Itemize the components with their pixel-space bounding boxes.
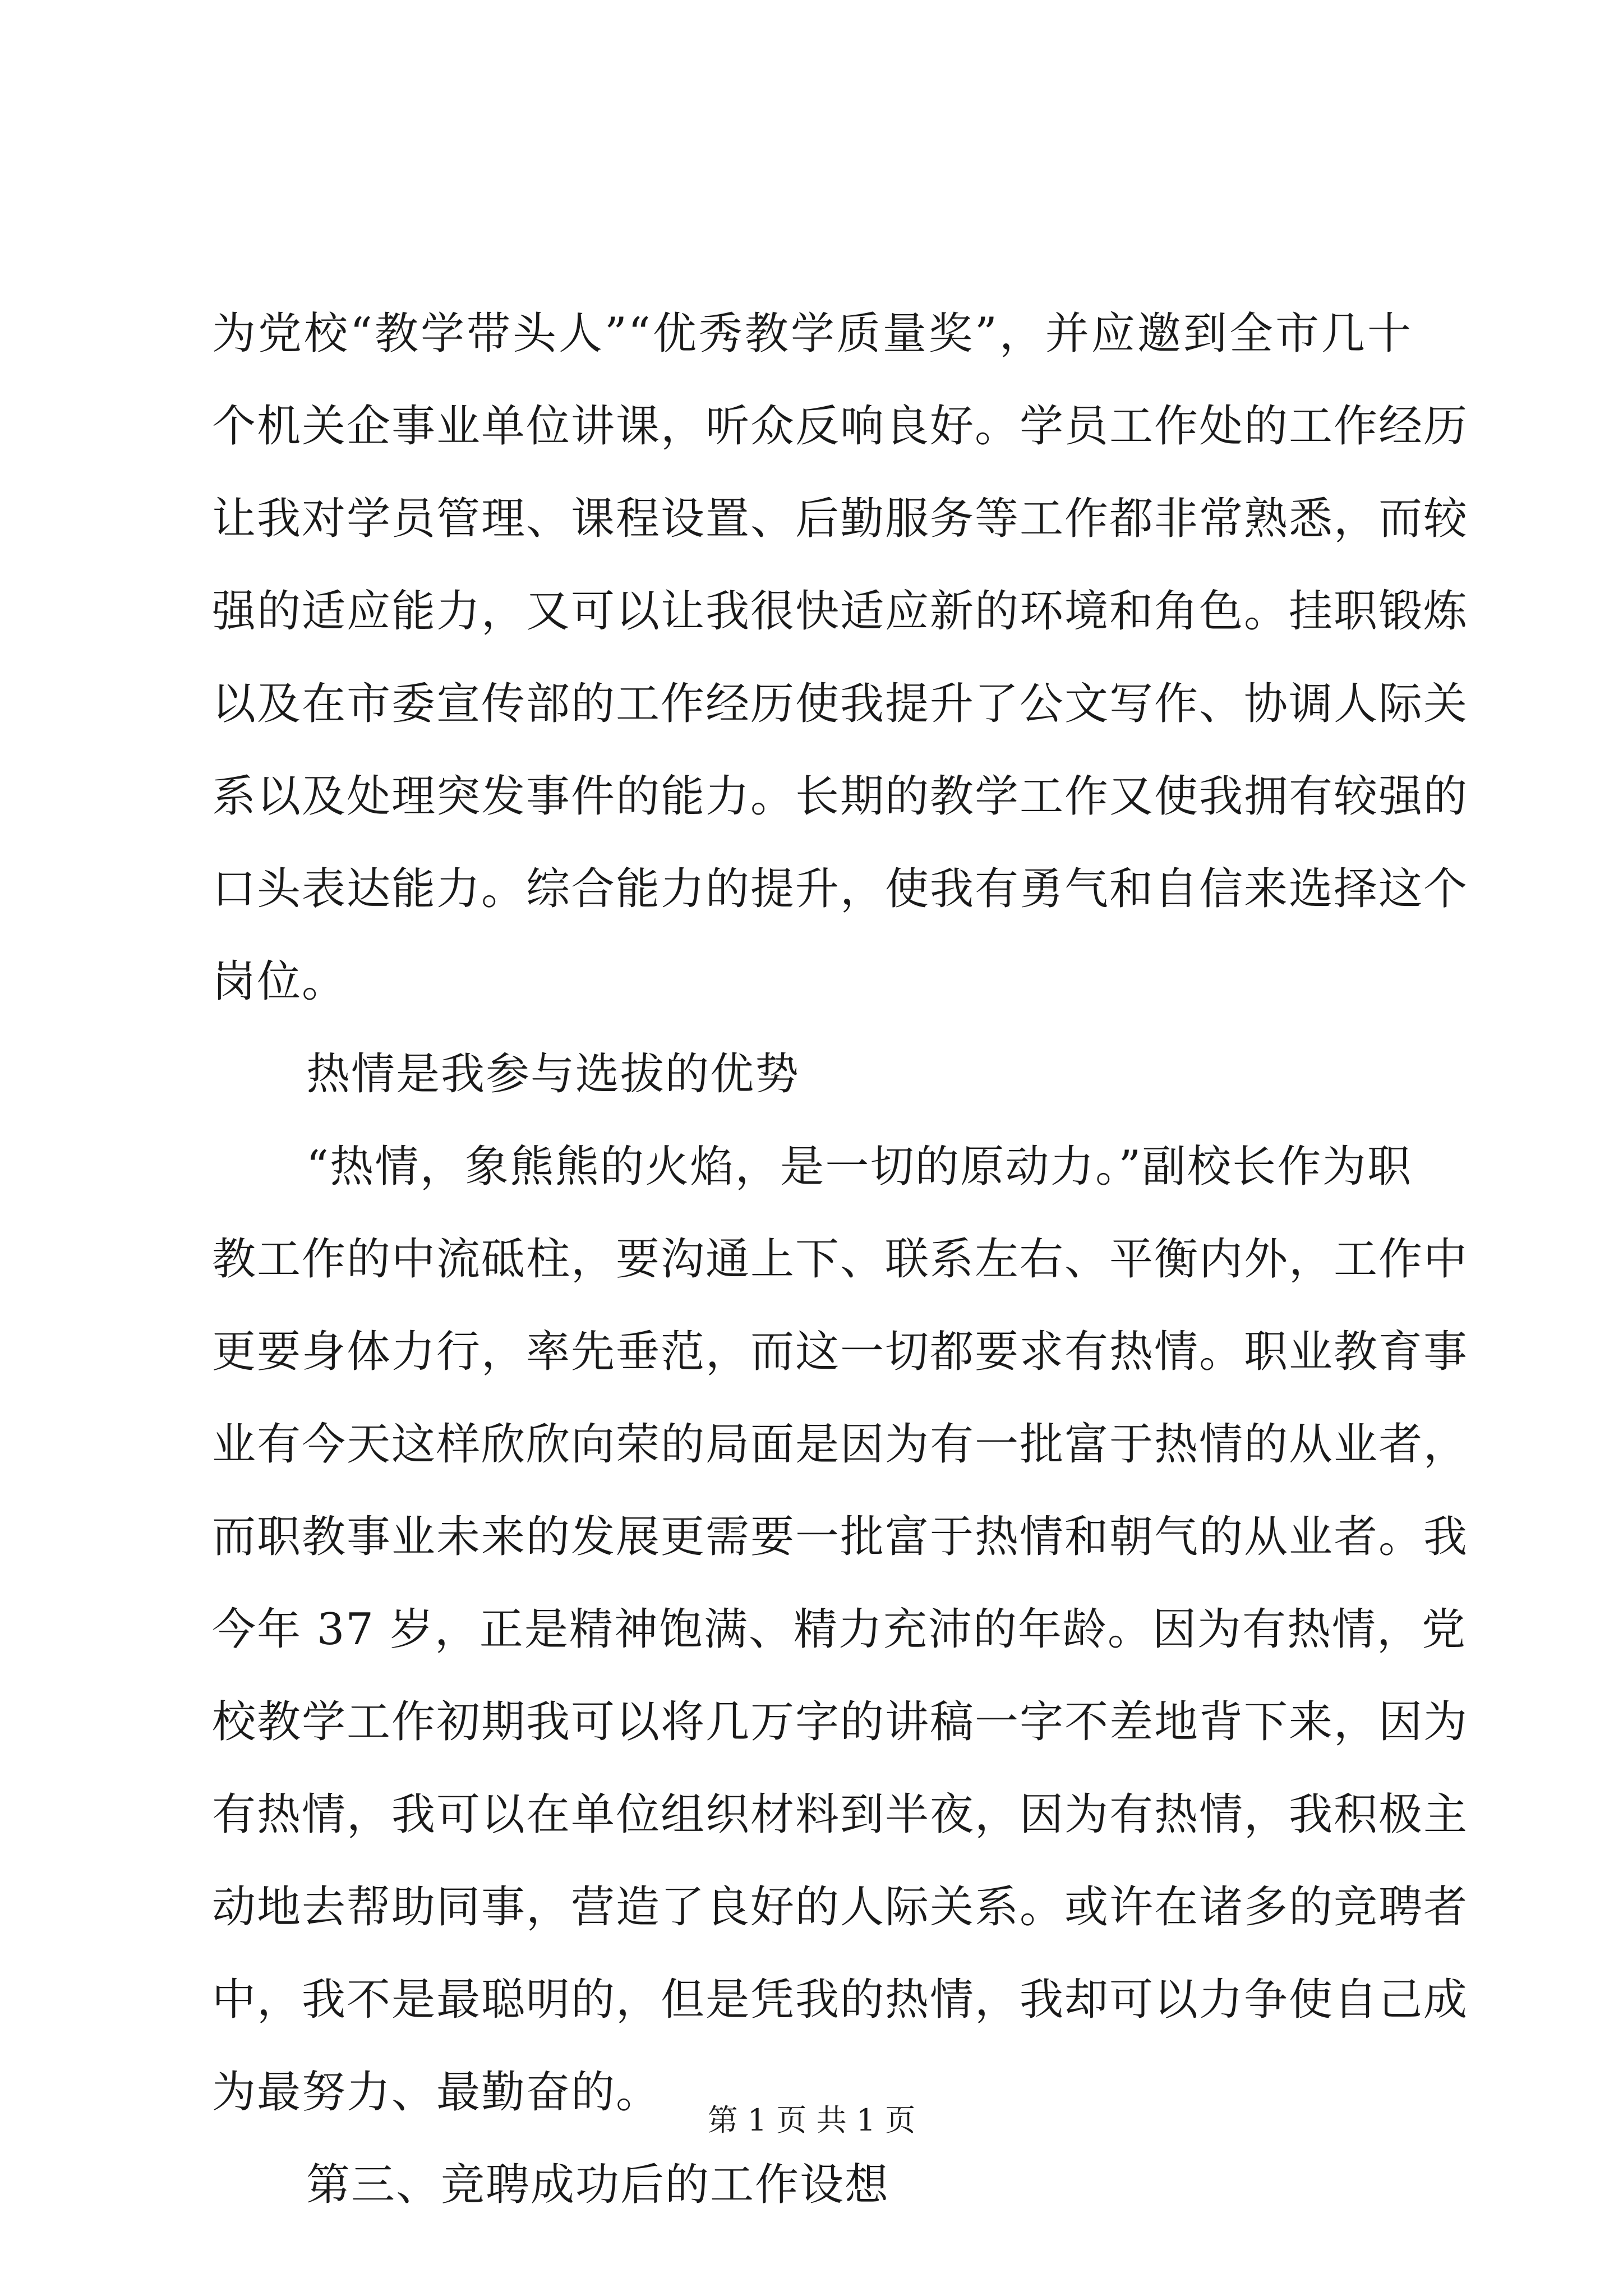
text-line: 有热情，我可以在单位组织材料到半夜，因为有热情，我积极主	[212, 1789, 1469, 1840]
text-line: 教工作的中流砥柱，要沟通上下、联系左右、平衡内外，工作中	[212, 1234, 1469, 1285]
text-line: 系以及处理突发事件的能力。长期的教学工作又使我拥有较强的	[212, 771, 1469, 822]
text-line: 强的适应能力，又可以让我很快适应新的环境和角色。挂职锻炼	[212, 586, 1469, 637]
text-line: 岗位。	[212, 956, 347, 1007]
text-line: 而职教事业未来的发展更需要一批富于热情和朝气的从业者。我	[212, 1512, 1469, 1562]
page-number-footer: 第 1 页 共 1 页	[707, 2102, 916, 2138]
text-line: 为党校“教学带头人”“优秀教学质量奖”，并应邀到全市几十	[212, 309, 1412, 359]
text-line: 让我对学员管理、课程设置、后勤服务等工作都非常熟悉，而较	[212, 494, 1469, 544]
section-heading: 第三、竞聘成功后的工作设想	[306, 2160, 890, 2210]
section-heading: 热情是我参与选拔的优势	[306, 1049, 800, 1099]
text-line: 更要身体力行，率先垂范，而这一切都要求有热情。职业教育事	[212, 1327, 1469, 1377]
text-line: “热情，象熊熊的火焰，是一切的原动力。”副校长作为职	[306, 1142, 1412, 1192]
text-line: 校教学工作初期我可以将几万字的讲稿一字不差地背下来，因为	[212, 1697, 1469, 1747]
text-line: 今年 37 岁，正是精神饱满、精力充沛的年龄。因为有热情，党	[212, 1604, 1467, 1655]
text-line: 个机关企事业单位讲课，听众反响良好。学员工作处的工作经历	[212, 401, 1469, 452]
text-line: 以及在市委宣传部的工作经历使我提升了公文写作、协调人际关	[212, 679, 1469, 729]
text-line: 口头表达能力。综合能力的提升，使我有勇气和自信来选择这个	[212, 864, 1469, 914]
text-line: 动地去帮助同事，营造了良好的人际关系。或许在诸多的竞聘者	[212, 1882, 1469, 1932]
text-line: 为最努力、最勤奋的。	[212, 2067, 661, 2118]
text-line: 业有今天这样欣欣向荣的局面是因为有一批富于热情的从业者，	[212, 1419, 1469, 1470]
text-line: 中，我不是最聪明的，但是凭我的热情，我却可以力争使自己成	[212, 1975, 1469, 2025]
